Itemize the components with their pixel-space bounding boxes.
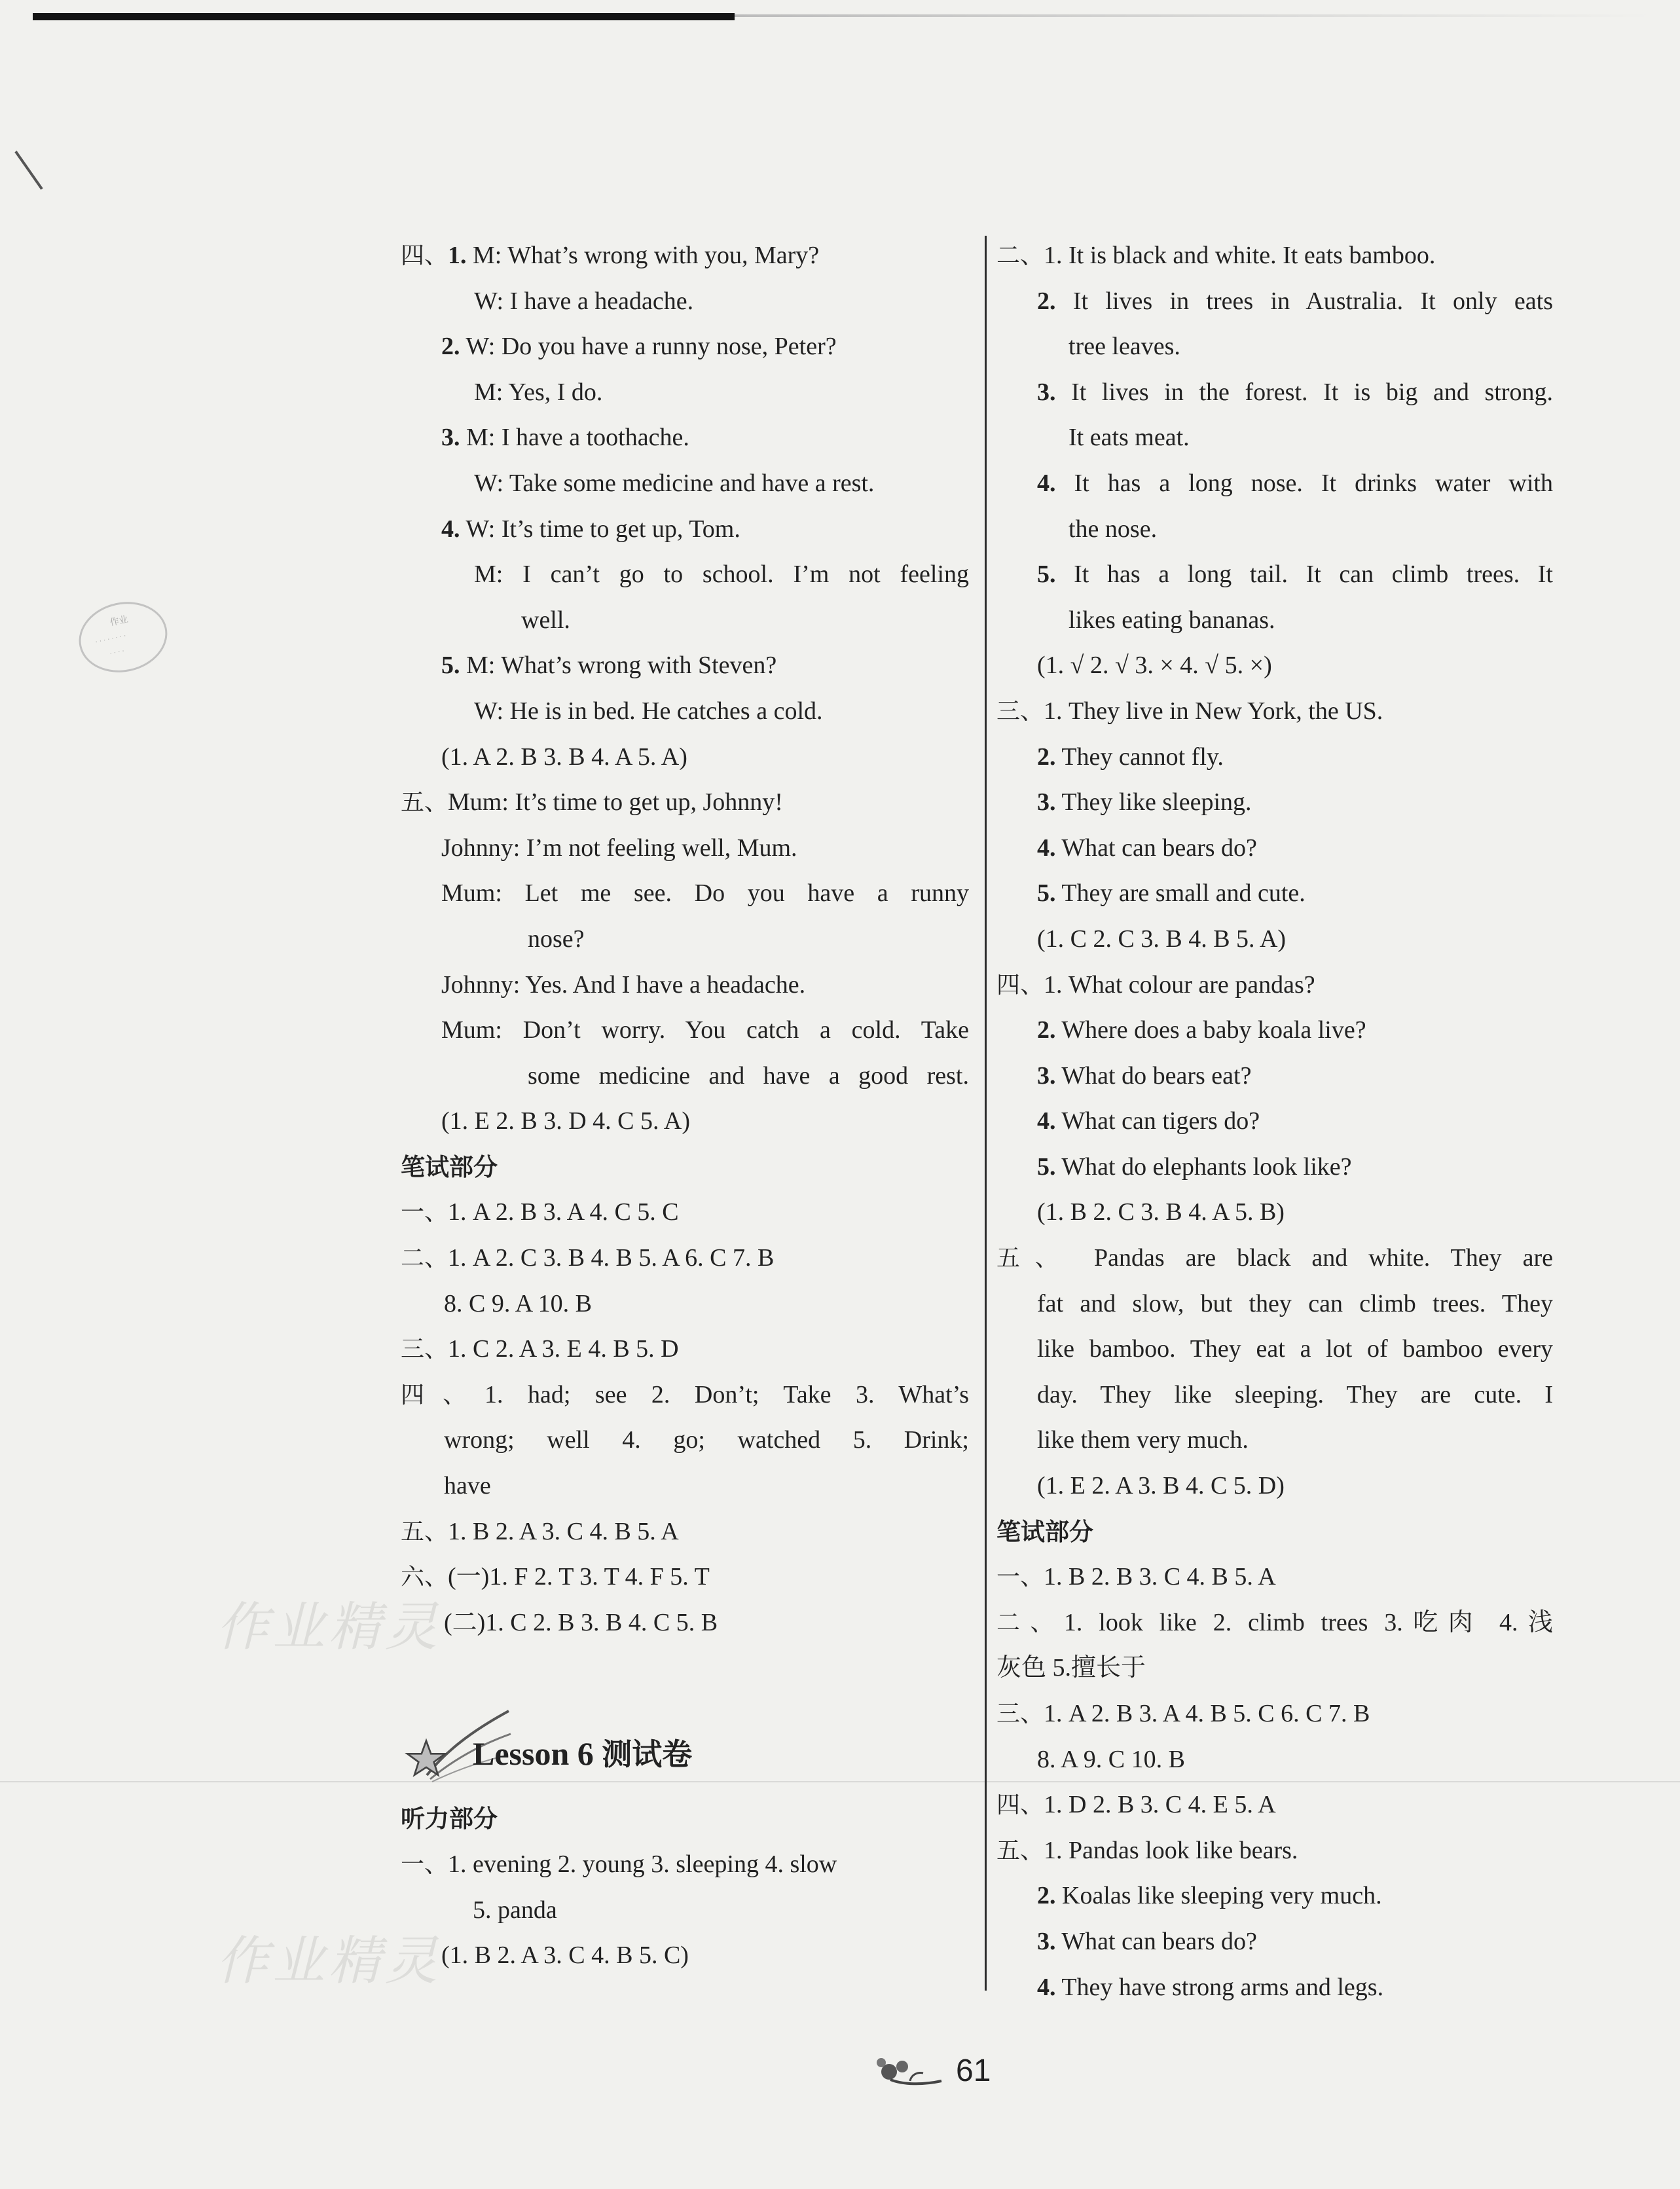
line-text: (1. C 2. C 3. B 4. B 5. A) — [1037, 925, 1287, 953]
line-text: day. They like sleeping. They are cute. I — [1037, 1380, 1553, 1408]
answer-line — [996, 1691, 1553, 1737]
item-number: 3. — [1037, 788, 1056, 817]
line-text: Johnny: I’m not feeling well, Mum. — [441, 834, 797, 862]
answer-line — [401, 1888, 969, 1934]
answer-line — [401, 1190, 969, 1236]
line-text: It has a long nose. It drinks water with — [1055, 469, 1553, 497]
page-number: 61 — [956, 2053, 991, 2088]
line-text: like them very much. — [1037, 1426, 1249, 1454]
line-text: 1. had; see 2. Don’t; Take 3. What’s — [484, 1380, 969, 1408]
line-text: W: He is in bed. He catches a cold. — [474, 697, 823, 725]
answer-line — [401, 689, 969, 735]
line-text: Mum: It’s time to get up, Johnny! — [448, 788, 783, 817]
section-marker: 二、 — [996, 1609, 1064, 1636]
line-text: Where does a baby koala live? — [1055, 1016, 1366, 1044]
line-text: M: Yes, I do. — [474, 378, 603, 406]
answer-line — [996, 1145, 1553, 1190]
answer-line — [996, 370, 1553, 416]
section-heading: 笔试部分 — [401, 1152, 498, 1181]
item-number: 5. — [441, 652, 460, 680]
left-answer-lines-b — [401, 1796, 969, 1978]
line-text: (1. √ 2. √ 3. × 4. √ 5. ×) — [1037, 652, 1272, 680]
line-text: 1. What colour are pandas? — [1044, 970, 1315, 999]
left-answer-lines — [401, 233, 969, 1646]
item-number: 4. — [441, 515, 460, 543]
answer-line — [996, 1873, 1553, 1919]
answer-line — [996, 1782, 1553, 1828]
scan-scratch-mark — [14, 151, 43, 190]
answer-line — [401, 1463, 969, 1509]
line-text: 1. A 2. B 3. A 4. C 5. C — [448, 1198, 679, 1226]
answer-line — [401, 826, 969, 872]
answer-line — [996, 963, 1553, 1008]
answer-line — [996, 1554, 1553, 1600]
line-text: the nose. — [1068, 515, 1158, 543]
line-text: Koalas like sleeping very much. — [1055, 1882, 1382, 1910]
line-text: W: I have a headache. — [474, 287, 694, 315]
line-text: 1. B 2. B 3. C 4. B 5. A — [1044, 1563, 1276, 1591]
line-text: 1. look like 2. climb trees 3.吃肉 4.浅 — [1063, 1608, 1553, 1636]
item-number: 2. — [1037, 1016, 1056, 1044]
answer-line — [996, 643, 1553, 689]
section-marker: 二、 — [996, 242, 1044, 269]
line-text: It eats meat. — [1068, 424, 1190, 452]
answer-line — [996, 1509, 1553, 1555]
section-marker: 四、 — [401, 242, 448, 269]
line-text: Mum: Let me see. Do you have a runny — [441, 879, 969, 908]
line-text: 5. panda — [473, 1896, 557, 1924]
line-text: some medicine and have a good rest. — [528, 1061, 969, 1090]
answer-line — [401, 1842, 969, 1888]
item-number: 2. — [1037, 743, 1056, 771]
item-number: 3. — [1037, 378, 1056, 406]
answer-line — [401, 917, 969, 963]
answer-line — [401, 1145, 969, 1190]
answer-line — [401, 598, 969, 644]
line-text: They have strong arms and legs. — [1055, 1973, 1384, 2001]
answer-line — [996, 826, 1553, 872]
line-text: W: Take some medicine and have a rest. — [474, 469, 875, 497]
section-marker: 五、 — [401, 789, 448, 817]
stamp-text: 作业 — [109, 614, 130, 629]
answer-line — [996, 735, 1553, 781]
answer-line — [996, 780, 1553, 826]
line-text: They cannot fly. — [1055, 743, 1224, 771]
line-text: What do elephants look like? — [1055, 1152, 1352, 1181]
section-marker: 一、 — [996, 1564, 1044, 1591]
section-marker: 三、 — [996, 1701, 1044, 1727]
top-border-fade — [735, 14, 1651, 17]
line-text: It has a long tail. It can climb trees. It — [1055, 561, 1553, 589]
line-text: 1. Pandas look like bears. — [1044, 1836, 1298, 1864]
section-marker: 三、 — [996, 697, 1044, 725]
answer-line — [996, 461, 1553, 507]
item-number: 2. — [1037, 287, 1056, 315]
line-text: (1. B 2. C 3. B 4. A 5. B) — [1037, 1198, 1285, 1226]
answer-line — [996, 233, 1553, 279]
line-text: have — [444, 1472, 491, 1500]
line-text: 灰色 5.擅长于 — [996, 1654, 1146, 1682]
answer-line — [401, 1236, 969, 1281]
line-text: 1. evening 2. young 3. sleeping 4. slow — [448, 1850, 837, 1878]
answer-line — [996, 324, 1553, 370]
lesson-title — [401, 1698, 969, 1796]
line-text: (1. B 2. A 3. C 4. B 5. C) — [441, 1941, 689, 1970]
item-number: 2. — [441, 333, 460, 361]
line-text: 1. It is black and white. It eats bamboo. — [1044, 242, 1436, 269]
line-text: likes eating bananas. — [1068, 606, 1275, 634]
answer-line — [401, 1054, 969, 1099]
section-heading: 听力部分 — [401, 1805, 498, 1833]
page-footer — [871, 2048, 1028, 2094]
line-text: M: What’s wrong with Steven? — [460, 652, 777, 680]
line-text: 1. D 2. B 3. C 4. E 5. A — [1044, 1791, 1276, 1819]
answer-line — [996, 1236, 1553, 1281]
item-number: 2. — [1037, 1882, 1056, 1910]
line-text: 8. A 9. C 10. B — [1037, 1745, 1185, 1773]
item-number: 1. — [448, 242, 467, 269]
answer-line — [996, 279, 1553, 325]
line-text: They like sleeping. — [1055, 788, 1252, 817]
line-text: What do bears eat? — [1055, 1061, 1252, 1090]
answer-line — [996, 1965, 1553, 2011]
line-text: tree leaves. — [1068, 333, 1180, 361]
section-marker: 四、 — [401, 1381, 484, 1408]
line-text: 1. They live in New York, the US. — [1044, 697, 1383, 725]
answer-line — [401, 461, 969, 507]
line-text: W: It’s time to get up, Tom. — [460, 515, 740, 543]
answer-line — [401, 1796, 969, 1842]
lesson-title-cn: 测试卷 — [602, 1737, 693, 1773]
section-marker: 一、 — [401, 1851, 448, 1878]
answer-line — [401, 279, 969, 325]
answer-line — [996, 1418, 1553, 1463]
answer-line — [401, 1933, 969, 1979]
item-number: 5. — [1037, 1152, 1056, 1181]
answer-line — [401, 552, 969, 598]
answer-line — [996, 1327, 1553, 1372]
item-number: 4. — [1037, 1107, 1056, 1135]
answer-line — [996, 1646, 1553, 1691]
answer-line — [401, 233, 969, 279]
section-marker: 一、 — [401, 1199, 448, 1226]
line-text: It lives in the forest. It is big and strong. — [1055, 378, 1553, 406]
section-heading: 笔试部分 — [996, 1517, 1093, 1546]
line-text: well. — [521, 606, 570, 634]
right-column — [996, 233, 1553, 2010]
lesson-title-en: Lesson 6 — [473, 1735, 594, 1773]
top-border-bar — [33, 13, 735, 20]
answer-line — [401, 1327, 969, 1372]
item-number: 3. — [1037, 1061, 1056, 1090]
answer-line — [401, 1600, 969, 1646]
section-marker: 三、 — [401, 1336, 448, 1363]
line-text: M: What’s wrong with you, Mary? — [466, 242, 820, 269]
line-text: M: I can’t go to school. I’m not feeling — [474, 561, 969, 589]
line-text: (1. A 2. B 3. B 4. A 5. A) — [441, 743, 687, 771]
right-answer-lines — [996, 233, 1553, 2010]
answer-line — [996, 1463, 1553, 1509]
answer-line — [401, 735, 969, 781]
item-number: 4. — [1037, 834, 1056, 862]
line-text: What can tigers do? — [1055, 1107, 1260, 1135]
line-text: W: Do you have a runny nose, Peter? — [460, 333, 837, 361]
answer-line — [401, 415, 969, 461]
line-text: Pandas are black and white. They are — [1073, 1244, 1553, 1272]
answer-line — [996, 1099, 1553, 1145]
answer-line — [996, 917, 1553, 963]
line-text: wrong; well 4. go; watched 5. Drink; — [444, 1426, 969, 1454]
section-marker: 四、 — [996, 971, 1044, 999]
answer-line — [401, 871, 969, 917]
answer-line — [401, 1281, 969, 1327]
line-text: (一)1. F 2. T 3. T 4. F 5. T — [448, 1563, 710, 1591]
section-marker: 四、 — [996, 1792, 1044, 1819]
section-marker: 六、 — [401, 1564, 448, 1591]
answer-line — [996, 1737, 1553, 1783]
item-number: 4. — [1037, 469, 1056, 497]
answer-line — [401, 507, 969, 553]
answer-line — [996, 1919, 1553, 1965]
answer-line — [401, 324, 969, 370]
answer-line — [996, 507, 1553, 553]
watermark-1: 作业精灵 — [216, 1596, 441, 1657]
answer-line — [996, 871, 1553, 917]
line-text: 8. C 9. A 10. B — [444, 1289, 592, 1317]
line-text: Johnny: Yes. And I have a headache. — [441, 970, 806, 999]
answer-line — [996, 1281, 1553, 1327]
line-text: fat and slow, but they can climb trees. They — [1037, 1289, 1553, 1317]
flower-icon — [871, 2052, 943, 2091]
answer-line — [401, 1372, 969, 1418]
item-number: 5. — [1037, 561, 1056, 589]
answer-line — [401, 1509, 969, 1555]
answer-line — [996, 689, 1553, 735]
left-column — [401, 233, 969, 1979]
answer-line — [401, 1008, 969, 1054]
line-text: 1. B 2. A 3. C 4. B 5. A — [448, 1517, 679, 1545]
line-text: nose? — [528, 925, 585, 953]
answer-line — [996, 415, 1553, 461]
line-text: They are small and cute. — [1055, 879, 1306, 908]
line-text: Mum: Don’t worry. You catch a cold. Take — [441, 1016, 969, 1044]
line-text: (1. E 2. A 3. B 4. C 5. D) — [1037, 1472, 1285, 1500]
item-number: 4. — [1037, 1973, 1056, 2001]
section-marker: 五、 — [996, 1837, 1044, 1864]
line-text: (1. E 2. B 3. D 4. C 5. A) — [441, 1107, 690, 1135]
section-marker: 五、 — [996, 1245, 1074, 1272]
answer-line — [401, 1554, 969, 1600]
item-number: 5. — [1037, 879, 1056, 908]
section-marker: 五、 — [401, 1518, 448, 1545]
answer-line — [996, 1828, 1553, 1874]
line-text: 1. A 2. B 3. A 4. B 5. C 6. C 7. B — [1044, 1700, 1370, 1727]
line-text: like bamboo. They eat a lot of bamboo every — [1037, 1335, 1553, 1363]
answer-line — [401, 963, 969, 1008]
line-text: What can bears do? — [1055, 834, 1257, 862]
item-number: 3. — [1037, 1927, 1056, 1955]
section-marker: 二、 — [401, 1245, 448, 1272]
stamp-logo: 作业 · · · · · · · · · · · · — [72, 594, 173, 680]
answer-line — [996, 1600, 1553, 1646]
answer-line — [401, 1099, 969, 1145]
answer-line — [996, 552, 1553, 598]
answer-line — [996, 598, 1553, 644]
line-text: 1. C 2. A 3. E 4. B 5. D — [448, 1335, 679, 1363]
answer-line — [996, 1372, 1553, 1418]
answer-line — [401, 643, 969, 689]
line-text: (二)1. C 2. B 3. B 4. C 5. B — [444, 1608, 718, 1636]
answer-line — [996, 1190, 1553, 1236]
line-text: 1. A 2. C 3. B 4. B 5. A 6. C 7. B — [448, 1244, 775, 1272]
line-text: What can bears do? — [1055, 1927, 1257, 1955]
answer-line — [996, 1054, 1553, 1099]
answer-line — [401, 370, 969, 416]
answer-line — [401, 780, 969, 826]
line-text: M: I have a toothache. — [460, 424, 689, 452]
answer-line — [996, 1008, 1553, 1054]
line-text: It lives in trees in Australia. It only eats — [1055, 287, 1553, 315]
item-number: 3. — [441, 424, 460, 452]
answer-line — [401, 1418, 969, 1463]
column-divider — [985, 236, 987, 1991]
watermark-2: 作业精灵 — [216, 1930, 441, 1991]
